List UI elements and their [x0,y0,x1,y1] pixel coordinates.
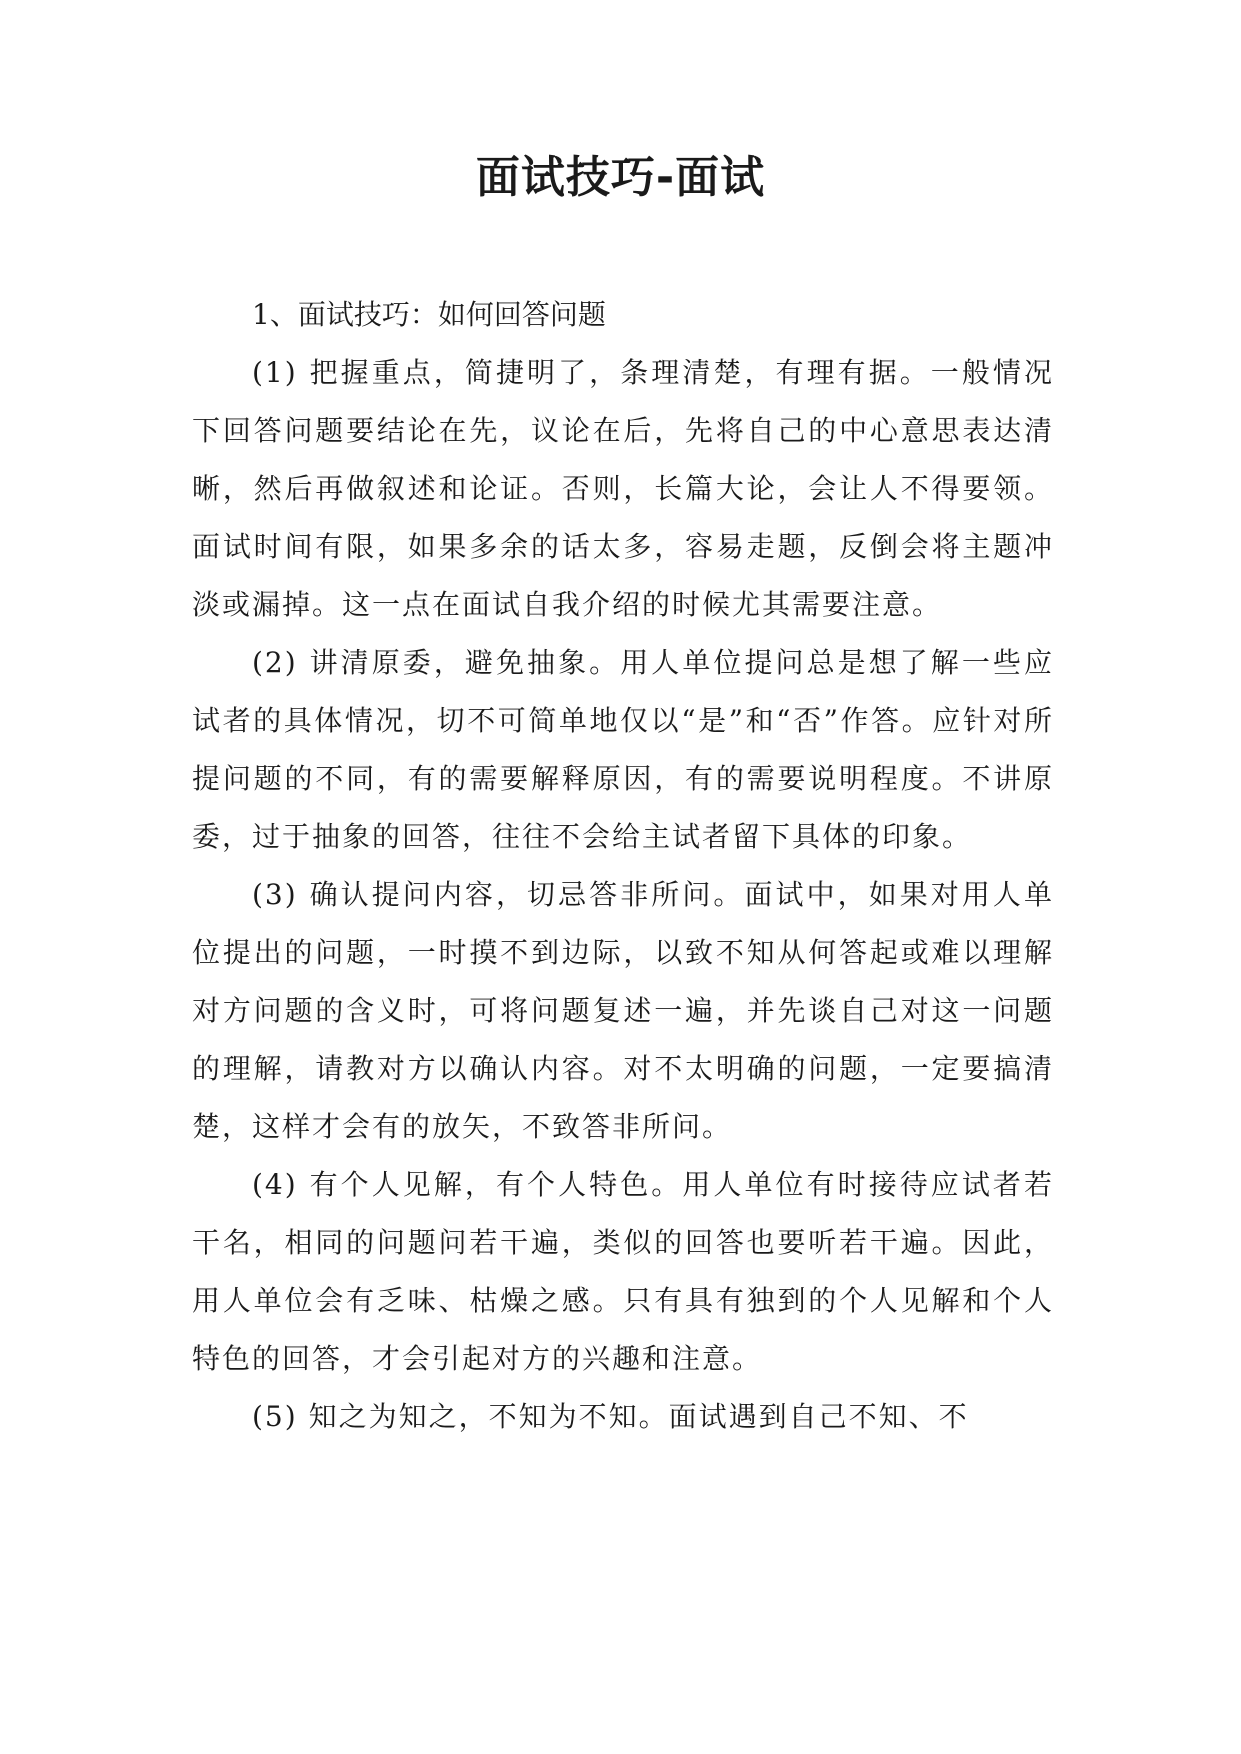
paragraph-4: (4) 有个人见解，有个人特色。用人单位有时接待应试者若干名，相同的问题问若干遍，类似的回答也要听若干遍。因此，用人单位会有乏味、枯燥之感。只有具有独到的个人见解和个人特色的回答，才会引起对方的兴趣和注意。 [192,1168,1054,1375]
paragraph-5: (5) 知之为知之，不知为不知。面试遇到自己不知、不 [252,1400,969,1433]
paragraph-3: (3) 确认提问内容，切忌答非所问。面试中，如果对用人单位提出的问题，一时摸不到边际，以致不知从何答起或难以理解对方问题的含义时，可将问题复述一遍，并先谈自己对这一问题的理解，请教对方以确认内容。对不太明确的问题，一定要搞清楚，这样才会有的放矢，不致答非所问。 [192,878,1054,1143]
document-body [192,286,1054,1446]
section-heading: 1、面试技巧：如何回答问题 [252,298,606,331]
page-title: 面试技巧-面试 [475,152,766,203]
paragraph-2: (2) 讲清原委，避免抽象。用人单位提问总是想了解一些应试者的具体情况，切不可简单地仅以“是”和“否”作答。应针对所提问题的不同，有的需要解释原因，有的需要说明程度。不讲原委，过于抽象的回答，往往不会给主试者留下具体的印象。 [192,646,1054,853]
paragraph-1: (1) 把握重点，简捷明了，条理清楚，有理有据。一般情况下回答问题要结论在先，议论在后，先将自己的中心意思表达清晰，然后再做叙述和论证。否则，长篇大论，会让人不得要领。面试时间有限，如果多余的话太多，容易走题，反倒会将主题冲淡或漏掉。这一点在面试自我介绍的时候尤其需要注意。 [192,356,1054,621]
